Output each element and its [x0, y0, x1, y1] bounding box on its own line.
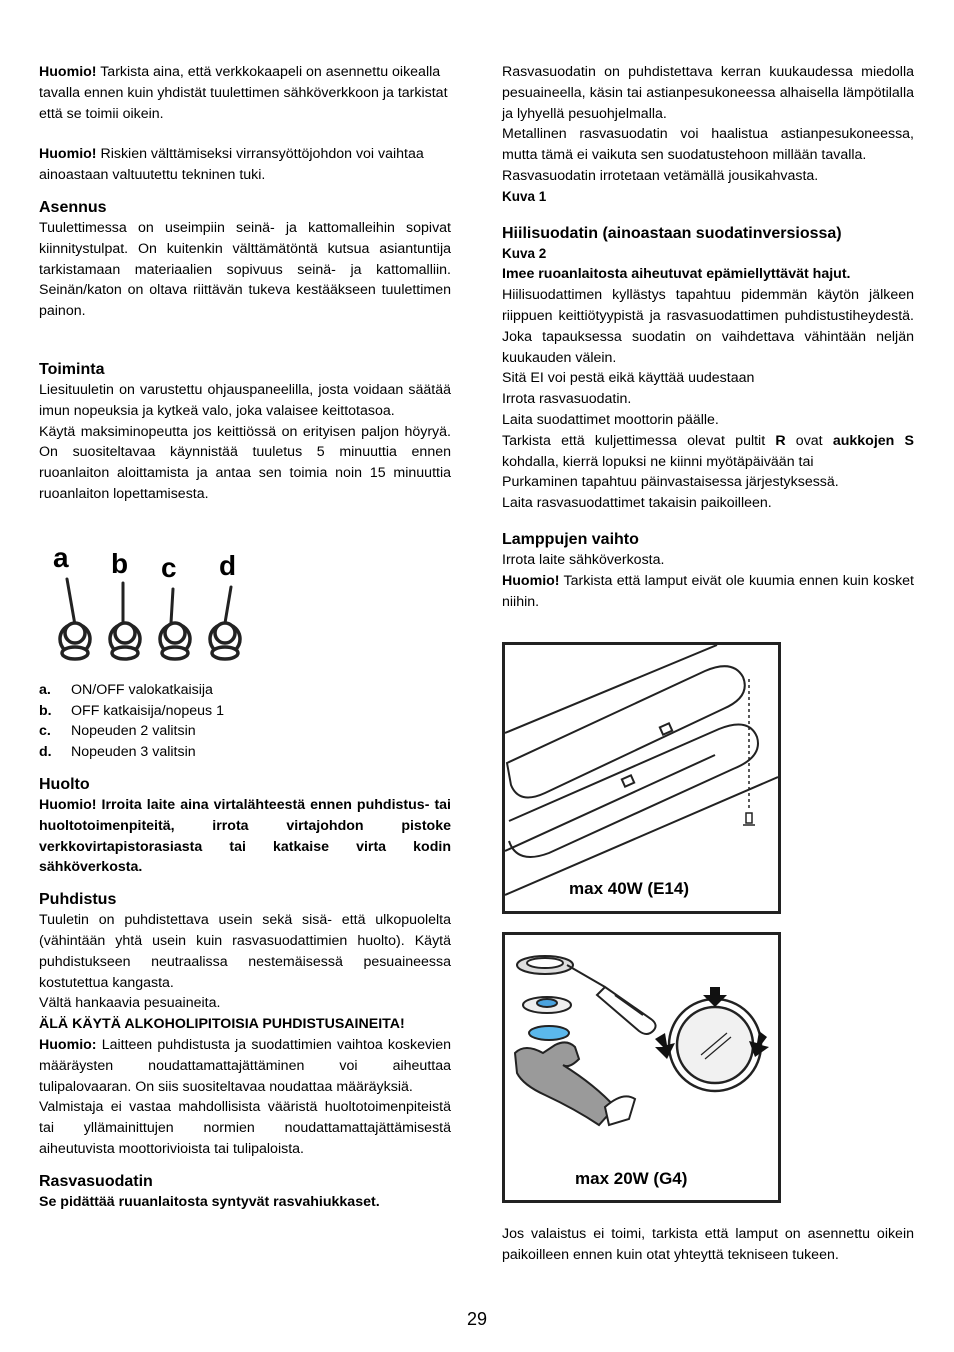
- rasva-text-2: Metallinen rasvasuodatin voi haalistua astianpesukoneessa, mutta tämä ei vaikuta sen suodatustehoon millään tavalla.: [502, 126, 914, 164]
- knob-b-icon: [110, 623, 140, 659]
- control-panel-figure: [39, 535, 269, 675]
- hiili-text-3: Irrota rasvasuodatin.: [502, 391, 632, 408]
- hiili-bold-text: Imee ruoanlaitosta aiheutuvat epämiellyttävät hajut.: [502, 266, 851, 283]
- knob-d-icon: [210, 623, 240, 659]
- section-title-asennus: Asennus: [39, 198, 107, 216]
- lamp-g4-caption: max 20W (G4): [575, 1169, 688, 1188]
- lamp-cover-icon: [517, 956, 573, 974]
- lamp-ring-icon: [669, 999, 761, 1091]
- panel-label-a: a: [53, 541, 69, 573]
- section-title-rasvasuodatin: Rasvasuodatin: [39, 1172, 153, 1190]
- lamp-troubleshooting-text: Jos valaistus ei toimi, tarkista että lamput on asennettu oikein paikoilleen ennen kuin otat yhteyttä tekniseen tukeen.: [502, 1226, 914, 1263]
- rasva-text-1: Rasvasuodatin on puhdistettava kerran kuukaudessa miedolla pesuaineella, käsin tai astianpesukoneessa alhaisella lämpötilalla ja lyhyellä pesuohjelmalla.: [502, 64, 914, 122]
- section-title-huolto: Huolto: [39, 775, 90, 793]
- knob-c-icon: [160, 623, 190, 659]
- lamp-g4-illustration: [505, 935, 778, 1200]
- legend-item: d. Nopeuden 3 valitsin: [39, 744, 196, 761]
- lamppu-warning: Huomio! Tarkista että lamput eivät ole kuumia ennen kuin kosket niihin.: [502, 572, 914, 610]
- screwdriver-icon: [567, 965, 656, 1034]
- asennus-text: Tuulettimessa on useimpiin seinä- ja kattomalleihin sopivat kiinnitystulpat. On kuitenkin välttämätöntä kutsua asiantuntija tarkistamaan materiaalien sopivuus seinä- ja kattomalliin. Seinän/katon on oltava riittävän tukeva kestääkseen tuulettimen painon.: [39, 219, 451, 320]
- warning-network-cable: Huomio! Tarkista aina, että verkkokaapeli on asennettu oikealla tavalla ennen kuin yhdistät tuulettimen sähköverkkoon ja tarkistat että se toimii oikein.: [39, 64, 448, 122]
- hiili-text-1: Hiilisuodattimen kyllästys tapahtuu pidemmän käytön jälkeen riippuen keittiötyypistä ja rasvasuodattimen puhdistustiheydestä. Joka tapauksessa suodatin on vaihdettava vähintään neljän kuukauden välein.: [502, 287, 914, 366]
- rasva-text-3: Rasvasuodatin irrotetaan vetämällä jousikahvasta.: [502, 167, 819, 184]
- control-legend: [39, 680, 451, 763]
- section-title-puhdistus: Puhdistus: [39, 891, 117, 909]
- hiili-text-7: Laita rasvasuodattimet takaisin paikoilleen.: [502, 495, 772, 512]
- left-column: [39, 62, 451, 1212]
- panel-label-b: b: [111, 547, 129, 579]
- page-number: 29: [466, 1309, 488, 1329]
- lamppu-text-1: Irrota laite sähköverkosta.: [502, 551, 665, 568]
- right-column: [502, 62, 914, 612]
- huolto-text: Huomio! Irroita laite aina virtalähteestä ennen puhdistus- tai huoltotoimenpiteitä, irrota virtajohdon pistoke verkkovirtapistorasiasta tai katkaise virta kodin sähköverkosta.: [39, 796, 451, 876]
- hiili-text-2: Sitä EI voi pestä eikä käyttää uudestaan: [502, 370, 755, 387]
- g4-bulb-icon: [523, 997, 571, 1040]
- legend-item: b. OFF katkaisija/nopeus 1: [39, 702, 224, 719]
- puhdistus-text-3: Valmistaja ei vastaa mahdollisista vääristä huoltotoimenpiteistä tai yllämainittujen normien noudattamattajättämisestä aiheutuvista moottorivioista tai tulipaloista.: [39, 1099, 451, 1157]
- figure-ref-kuva2: Kuva 2: [502, 245, 547, 261]
- puhdistus-text-1: Tuuletin on puhdistettava usein sekä sisä- että ulkopuolelta (vähintään yhtä usein kuin rasvasuodattimien huolto). Käytä puhdistukseen neutraalissa nestemäisessä pesuaineessa kostutettua kangasta.: [39, 912, 451, 991]
- panel-label-c: c: [161, 551, 177, 583]
- legend-item: c. Nopeuden 2 valitsin: [39, 723, 196, 740]
- puhdistus-caps-warning: ÄLÄ KÄYTÄ ALKOHOLIPITOISIA PUHDISTUSAINEITA!: [39, 1016, 405, 1033]
- section-title-lamppujen-vaihto: Lamppujen vaihto: [502, 530, 639, 548]
- toiminta-text-2: Käytä maksiminopeutta jos keittiössä on erityisen paljon höyryä. On suositeltavaa käynnistää tuuletus 5 minuuttia ennen ruoanlaiton aloittamista ja antaa sen toimia noin 15 minuuttia ruoanlaiton lopettamisesta.: [39, 423, 451, 502]
- lamp-e14-caption: max 40W (E14): [569, 879, 689, 898]
- section-title-hiilisuodatin: Hiilisuodatin (ainoastaan suodatinversiossa): [502, 224, 842, 242]
- puhdistus-text-2: Vältä hankaavia pesuaineita.: [39, 995, 221, 1012]
- hiili-text-5: Tarkista että kuljettimessa olevat pultit R ovat aukkojen S kohdalla, kierrä lopuksi ne kiinni myötäpäivään tai: [502, 432, 914, 470]
- lamp-e14-figure: [502, 642, 781, 914]
- knob-a-icon: [60, 623, 90, 659]
- rasvasuodatin-bold-text: Se pidättää ruuanlaitosta syntyvät rasvahiukkaset.: [39, 1193, 380, 1210]
- lamp-e14-illustration: [505, 645, 778, 911]
- hiili-text-6: Purkaminen tapahtuu päinvastaisessa järjestyksessä.: [502, 474, 839, 491]
- hiili-text-4: Laita suodattimet moottorin päälle.: [502, 411, 719, 428]
- toiminta-text-1: Liesituuletin on varustettu ohjauspaneelilla, josta voidaan säätää imun nopeuksia ja kytkeä valo, joka valaisee keittotasoa.: [39, 381, 451, 419]
- figure-ref-kuva1: Kuva 1: [502, 188, 547, 204]
- panel-label-d: d: [219, 549, 237, 581]
- warning-power-cord: Huomio! Riskien välttämiseksi virransyöttöjohdon voi vaihtaa ainoastaan valtuutettu tekninen tuki.: [39, 146, 424, 184]
- puhdistus-warning: Huomio: Laitteen puhdistusta ja suodattimien vaihtoa koskevien määräysten noudattamattajättäminen voi aiheuttaa tulipalovaaran. On siis suositeltavaa noudattaa määräyksiä.: [39, 1036, 451, 1095]
- glove-icon: [515, 1042, 635, 1125]
- legend-item: a. ON/OFF valokatkaisija: [39, 681, 213, 698]
- section-title-toiminta: Toiminta: [39, 360, 105, 378]
- lamp-g4-figure: [502, 932, 781, 1203]
